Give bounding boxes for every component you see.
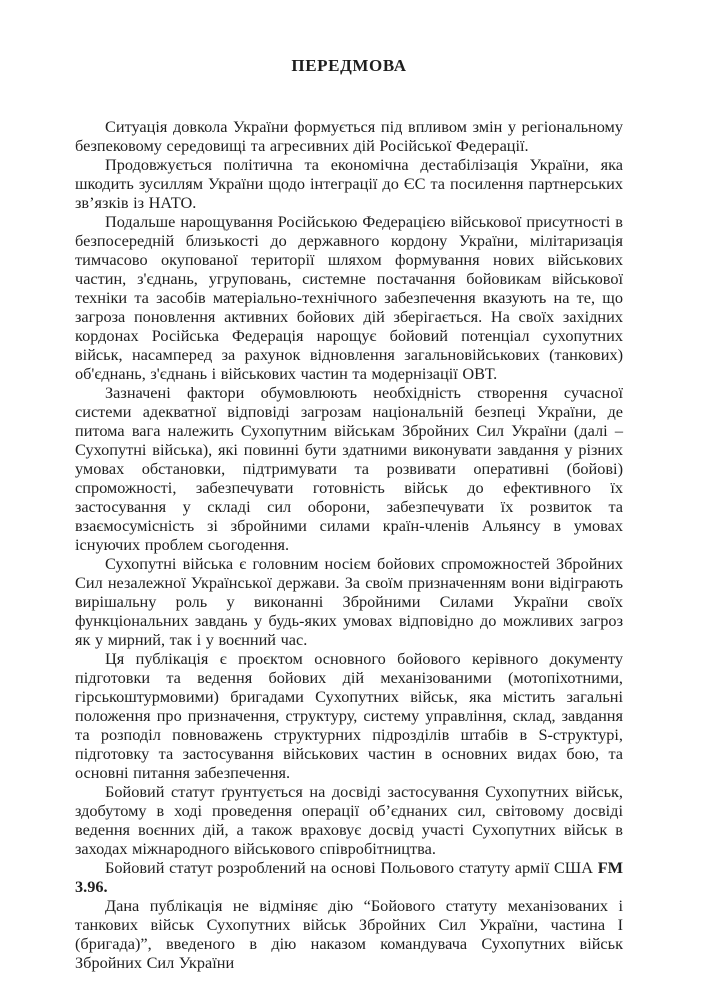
text-segment: Ця публікація є проєктом основного бойового керівного документу підготовки та ведення бойових дій механізованими (мотопіхотними, гірськоштурмовими) бригадами Сухопутних військ, яка містить загальні положення про призначення, структуру, систему управління, склад, завдання та розподіл повноважень структурних підрозділів штабів в S-структурі, підготовку та застосування військових частин в основних видах бою, та основні питання забезпечення.	[75, 649, 623, 782]
paragraph-2	[75, 155, 623, 212]
text-segment: Подальше нарощування Російською Федерацією військової присутності в безпосередній близькості до державного кордону України, мілітаризація тимчасово окупованої території шляхом формування нових військових частин, з'єднань, угруповань, системне постачання бойовикам військової техніки та засобів матеріально-технічного забезпечення вказують на те, що загроза поновлення активних бойових дій зберігається. На своїх західних кордонах Російська Федерація нарощує бойовий потенціал сухопутних військ, насамперед за рахунок відновлення загальновійськових (танкових) об'єднань, з'єднань і військових частин та модернізації ОВТ.	[75, 212, 623, 383]
text-segment: Зазначені фактори обумовлюють необхідність створення сучасної системи адекватної відповіді загрозам національній безпеці України, де питома вага належить Сухопутним військам Збройних Сил України (далі – Сухопутні війська), які повинні бути здатними виконувати завдання у різних умовах обстановки, підтримувати та розвивати оперативні (бойові) спроможності, забезпечувати готовність військ до ефективного їх застосування у складі сил оборони, забезпечувати їх розвиток та взаємосумісність зі збройними силами країн-членів Альянсу в умовах існуючих проблем сьогодення.	[75, 383, 623, 554]
paragraph-5	[75, 554, 623, 649]
text-segment: Бойовий статут розроблений на основі Польового статуту армії США	[105, 858, 598, 877]
text-segment: Продовжується політична та економічна дестабілізація України, яка шкодить зусиллям України щодо інтеграції до ЄС та посилення партнерських зв’язків із НАТО.	[75, 155, 623, 212]
text-segment: Дана публікація не відміняє дію “Бойового статуту механізованих і танкових військ Сухопутних військ Збройних Сил України, частина І (бригада)”, введеного в дію наказом командувача Сухопутних військ Збройних Сил України	[75, 896, 623, 972]
page-title: ПЕРЕДМОВА	[291, 56, 407, 75]
bold-text-segment: FM 3.96.	[75, 858, 623, 896]
paragraph-6	[75, 649, 623, 782]
paragraph-7	[75, 782, 623, 858]
paragraph-1	[75, 117, 623, 155]
text-segment: Сухопутні війська є головним носієм бойових спроможностей Збройних Сил незалежної Української держави. За своїм призначенням вони відіграють вирішальну роль у виконанні Збройними Силами України своїх функціональних завдань у будь-яких умовах відповідно до можливих загроз як у мирний, так і у воєнний час.	[75, 554, 623, 649]
paragraph-8	[75, 858, 623, 896]
document-body	[75, 117, 623, 972]
paragraph-4	[75, 383, 623, 554]
text-segment: Бойовий статут ґрунтується на досвіді застосування Сухопутних військ, здобутому в ході проведення операції об’єднаних сил, світовому досвіді ведення воєнних дій, а також враховує досвід участі Сухопутних військ в заходах міжнародного військового співробітництва.	[75, 782, 623, 858]
text-segment: Ситуація довкола України формується під впливом змін у регіональному безпековому середовищі та агресивних дій Російської Федерації.	[75, 117, 623, 155]
paragraph-9	[75, 896, 623, 972]
paragraph-3	[75, 212, 623, 383]
